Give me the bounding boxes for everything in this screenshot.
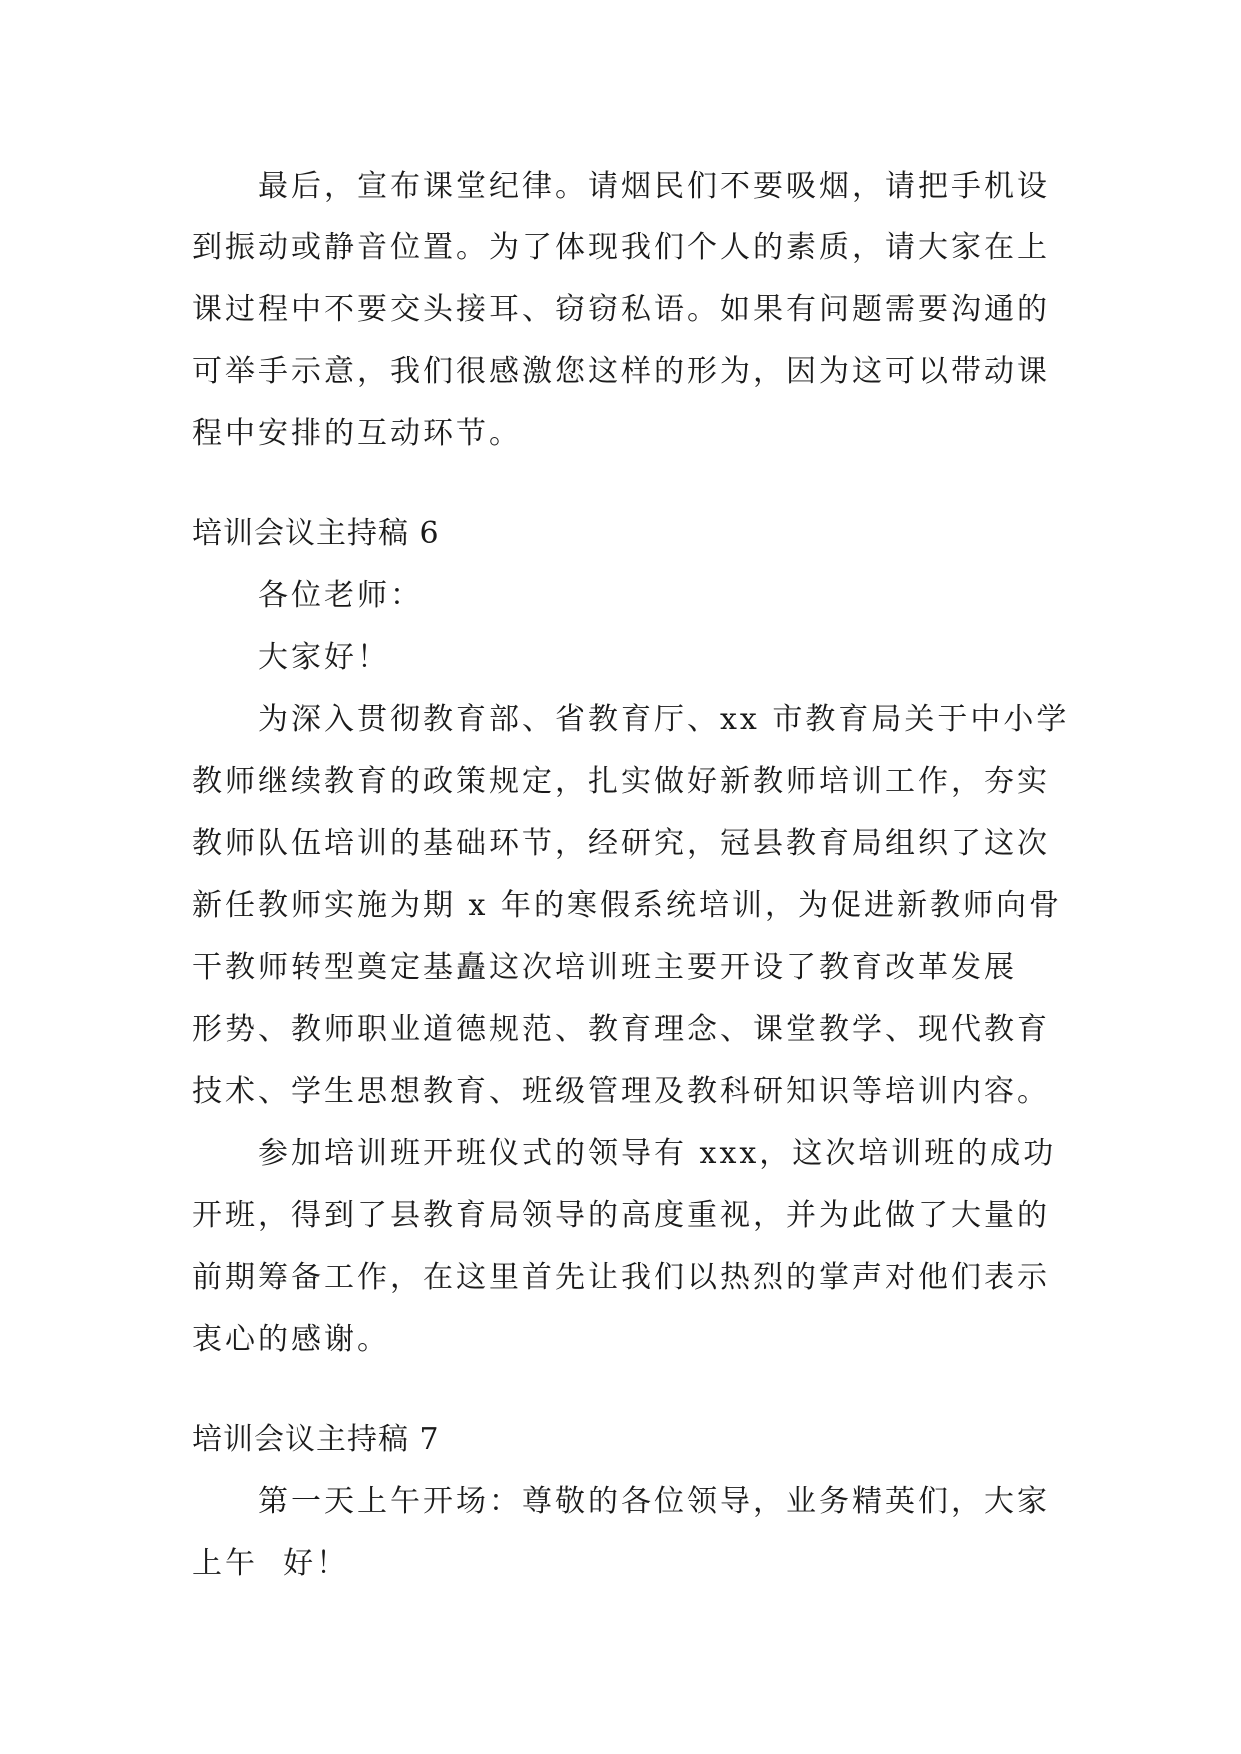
paragraph-line: 开班，得到了县教育局领导的高度重视，并为此做了大量的 (192, 1198, 1050, 1233)
paragraph-line: 形势、教师职业道德规范、教育理念、课堂教学、现代教育 (192, 1012, 1050, 1047)
paragraph-line: 程中安排的互动环节。 (192, 416, 522, 451)
paragraph-line: 干教师转型奠定基矗这次培训班主要开设了教育改革发展 (192, 950, 1017, 985)
paragraph-line: 为深入贯彻教育部、省教育厅、xx 市教育局关于中小学 (192, 702, 1070, 737)
paragraph-line: 最后，宣布课堂纪律。请烟民们不要吸烟，请把手机设 (192, 169, 1050, 204)
paragraph-line: 课过程中不要交头接耳、窃窃私语。如果有问题需要沟通的 (192, 292, 1050, 327)
paragraph-line: 到振动或静音位置。为了体现我们个人的素质，请大家在上 (192, 230, 1050, 265)
paragraph-line: 教师继续教育的政策规定，扎实做好新教师培训工作，夯实 (192, 764, 1050, 799)
paragraph-line: 上午 好！ (192, 1546, 350, 1581)
paragraph-line: 第一天上午开场：尊敬的各位领导，业务精英们，大家 (192, 1484, 1050, 1519)
paragraph-line: 前期筹备工作，在这里首先让我们以热烈的掌声对他们表示 (192, 1260, 1050, 1295)
paragraph-line: 参加培训班开班仪式的领导有 xxx，这次培训班的成功 (192, 1136, 1057, 1171)
paragraph-line: 技术、学生思想教育、班级管理及教科研知识等培训内容。 (192, 1074, 1050, 1109)
greeting: 大家好！ (192, 640, 390, 675)
salutation: 各位老师： (192, 578, 423, 613)
section-heading: 培训会议主持稿 7 (192, 1422, 440, 1457)
paragraph-line: 教师队伍培训的基础环节，经研究，冠县教育局组织了这次 (192, 826, 1050, 861)
paragraph-line: 新任教师实施为期 x 年的寒假系统培训，为促进新教师向骨 (192, 888, 1062, 923)
paragraph-line: 可举手示意，我们很感激您这样的形为，因为这可以带动课 (192, 354, 1050, 389)
paragraph-line: 衷心的感谢。 (192, 1322, 390, 1357)
section-heading: 培训会议主持稿 6 (192, 516, 440, 551)
